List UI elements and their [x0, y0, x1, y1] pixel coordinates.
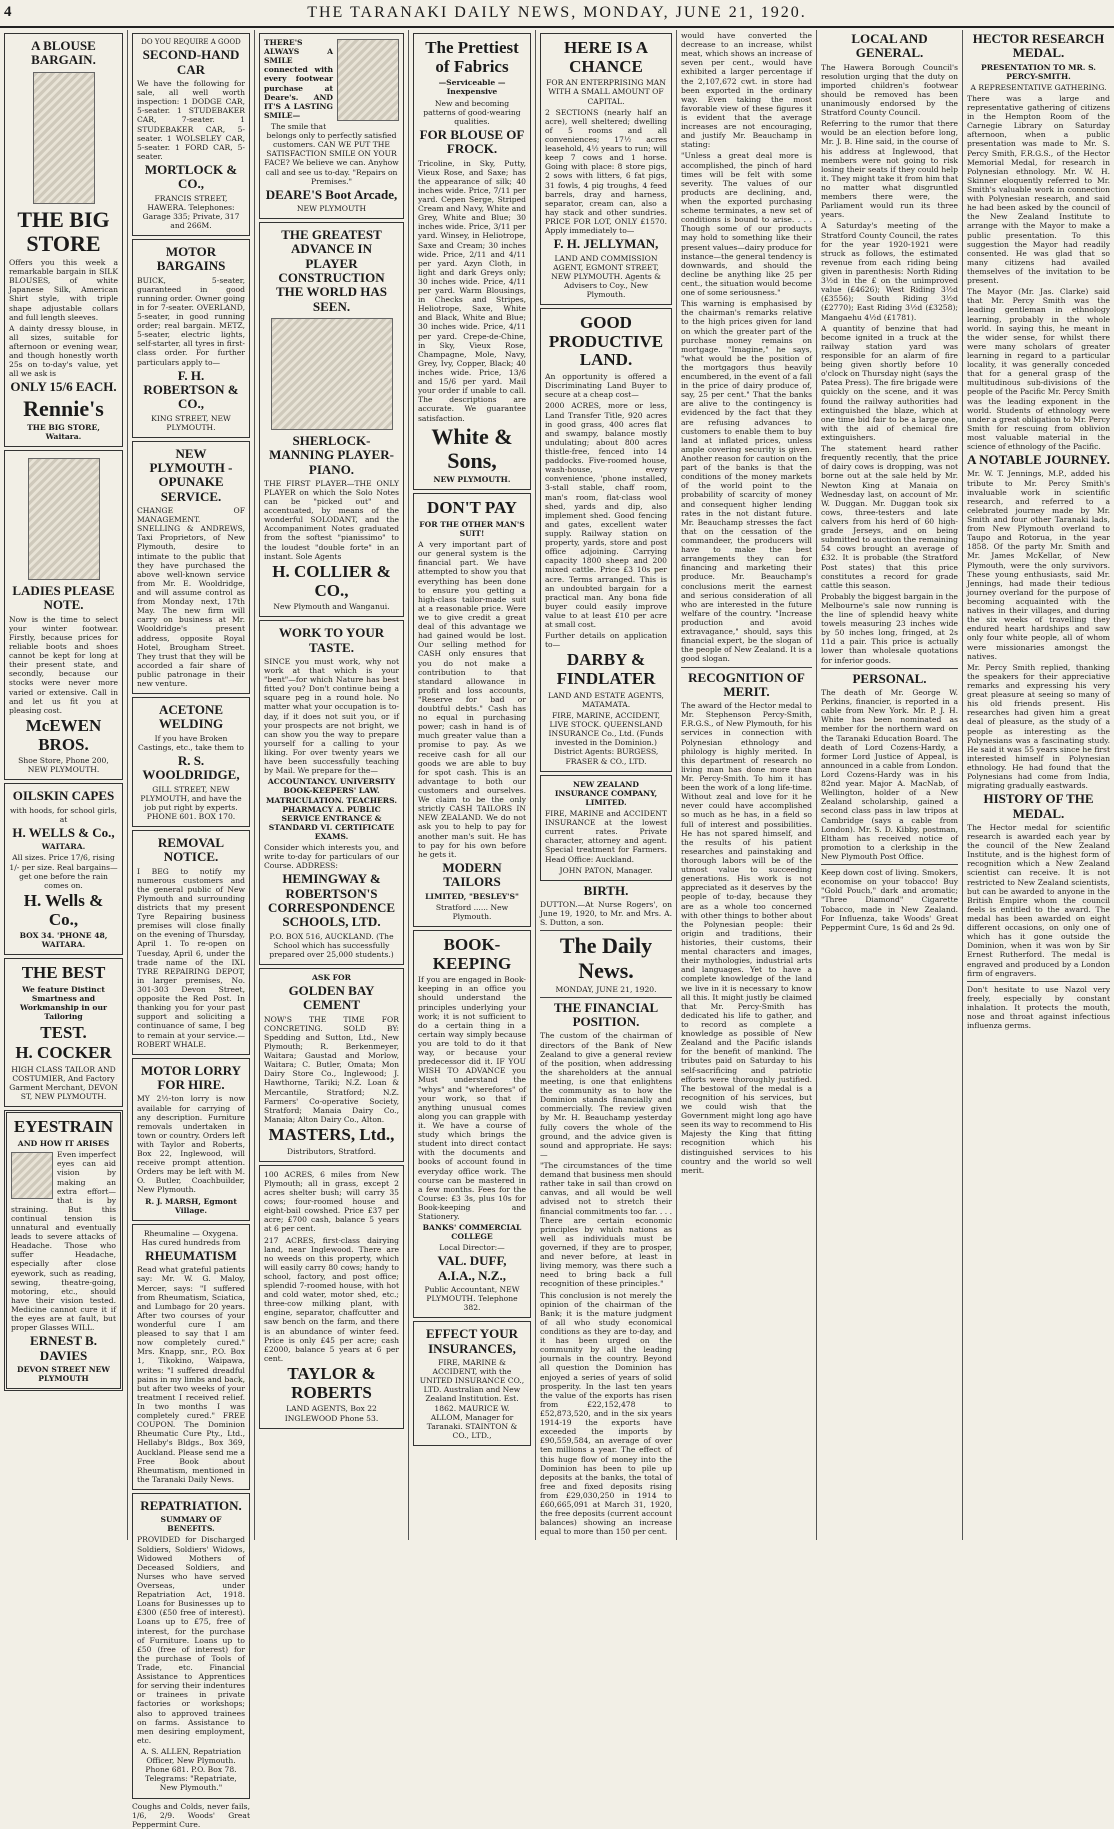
lorry-ad: [132, 1058, 250, 1221]
divider: [681, 667, 812, 668]
personal-heading: PERSONAL.: [852, 670, 927, 686]
collier-ad: [259, 222, 404, 617]
frock-heading: FOR BLOUSE OF FROCK.: [419, 126, 525, 157]
cocker-name: H. COCKER: [15, 1043, 112, 1063]
collier-name: H. COLLIER & CO.,: [272, 561, 391, 600]
chance-heading: HERE IS A CHANCE: [563, 38, 649, 76]
column-6: [677, 30, 817, 1540]
presentation-subheading: PRESENTATION TO MR. S. PERCY-SMITH.: [981, 62, 1096, 81]
woods-cure-text: Coughs and Colds, never fails, 1/6, 2/9. Woods' Great Peppermint Cure.: [132, 1801, 250, 1829]
eyestrain-ad: [4, 1110, 123, 1391]
financial-quote: "Unless a great deal more is accomplished, the pinch of hard times will be felt with some severity. The values of our products are declining, and, when the exported purchasing scheme terminates, a new set of conditions is bound to arise. . . . Though some of our products may hold to something like their present values—dairy produce for instance—the general tendency is downwards, and should the decline be anything like 25 per cent., the situation would become one of some seriousness.": [681, 151, 812, 298]
financial-heading: THE FINANCIAL POSITION.: [553, 999, 659, 1030]
local-text-6: Probably the biggest bargain in the Melbourne's sale now running is the line of splendid heavy white towels measuring 23 inches wide by 50 inches long, fringed, at 2s 11d a pair. This price is actually lower than wholesale quotations for inferior goods.: [821, 591, 958, 665]
bookkeeping-ad: [413, 930, 531, 1319]
collier-sub: New Plymouth and Wanganui.: [273, 602, 390, 612]
blouse-text: Offers you this week a remarkable bargain in SILK BLOUSES, of white Japanese Silk, American Shirt style, with triple shape adjustable collars and full length sleeves.: [9, 257, 118, 322]
taylor-sub: LAND AGENTS, Box 22 INGLEWOOD Phone 53.: [284, 1404, 379, 1423]
motor-heading: MOTOR BARGAINS: [156, 244, 226, 274]
mcewen-name: McEWEN BROS.: [25, 715, 102, 754]
column-5: [536, 30, 677, 1540]
best-heading: THE BEST: [21, 963, 106, 983]
boot-illustration-icon: [28, 458, 100, 580]
darby-name: DARBY & FINDLATER: [556, 650, 656, 689]
gathering-subheading: A REPRESENTATIVE GATHERING.: [970, 82, 1107, 92]
banks-sub: Local Director:—: [439, 1243, 505, 1253]
local-heading: LOCAL AND GENERAL.: [851, 31, 928, 61]
duff-name: VAL. DUFF, A.I.A., N.Z.,: [437, 1253, 507, 1283]
insurance-ad: [413, 1321, 531, 1446]
wells-big: H. Wells & Co.,: [23, 890, 104, 929]
divider: [821, 864, 958, 865]
waitara: WAITARA.: [41, 842, 86, 852]
ladies-heading: LADIES PLEASE NOTE.: [12, 583, 115, 613]
birth-text: DUTTON.—At Nurse Rogers', on June 19, 1920, to Mr. and Mrs. A. S. Dutton, a son.: [540, 900, 672, 928]
wooldridge-sub: GILL STREET, NEW PLYMOUTH, and have the job put right by experts. PHONE 601. BOX 170.: [140, 784, 242, 821]
bookkeeping-heading: BOOK-KEEPING: [432, 934, 512, 973]
dateline: MONDAY, JUNE 21, 1920.: [555, 984, 657, 994]
journey-heading: A NOTABLE JOURNEY.: [967, 452, 1110, 468]
deare-sub: NEW PLYMOUTH: [296, 204, 367, 214]
productive-text-3: Further details on application to—: [545, 631, 667, 650]
ladies-text: Now is the time to select your winter footwear. Firstly, because prices for reliable boots and shoes cannot be kept for long at their present state, and secondly, because our stocks were never more varied or extensive. Call in and let us fit you at pleasing cost.: [9, 614, 118, 715]
secondhand-text: We have the following for sale, all well worth inspection: 1 DODGE CAR, 5-seater. 1 STUDEBAKER CAR, 7-seater. 1 STUDEBAKER CAR, 5-seater. 1 WOLSELEY CAR, 5-seater. 1 FORD CAR, 5-seater.: [137, 78, 245, 161]
history-heading: HISTORY OF THE MEDAL.: [983, 791, 1094, 821]
work-list: ACCOUNTANCY. UNIVERSITY BOOK-KEEPERS' LAW. MATRICULATION. TEACHERS. PHARMACY A. PUBLIC SERVICE ENTRANCE & STANDARD VI. CERTIFICATE EXAMS.: [266, 777, 397, 841]
secondhand-pre: DO YOU REQUIRE A GOOD: [141, 38, 241, 46]
eye-illustration-icon: [11, 1152, 53, 1199]
oilskin-ad: [4, 783, 123, 955]
blouse-heading: A BLOUSE BARGAIN.: [31, 38, 96, 68]
journey-text-2: Mr. Percy Smith replied, thanking the speakers for their appreciative remarks and expressing his very great pleasure at seeing so many of his old friends present. His researches had given him a great deal of pleasure, as the study of a people as interesting as the Polynesians was a fascinating study. He said it was 55 years since he first interested himself in Polynesian ethnology. He had found that the Polynesians had come from India, migrating gradually eastwards.: [967, 662, 1110, 791]
davies-sub: DEVON STREET NEW PLYMOUTH: [17, 1364, 110, 1384]
masters-sub: Distributors, Stratford.: [286, 1146, 376, 1156]
nzinsurance-sign: JOHN PATON, Manager.: [559, 865, 653, 875]
local-text: The Hawera Borough Council's resolution urging that the duty on imported children's footwear should be removed has been unanimously endorsed by the Stratford County Council.: [821, 62, 958, 118]
acetone-text: If you have Broken Castings, etc., take them to: [138, 733, 244, 752]
wells-address: BOX 34. 'PHONE 48, WAITARA.: [19, 931, 108, 950]
banks-name: BANKS' COMMERCIAL COLLEGE: [422, 1223, 522, 1242]
productive-text-2: 2000 ACRES, more or less, Land Transfer Title, 920 acres in good grass, 400 acres flat and swampy, balance mostly undulating; about 800 acres thistle-free, fenced into 14 paddocks. Five-roomed house, wash-house, every convenience, 'phone installed, 3-stall stable, chaff room, man's room, flat-class wool shed, yards and dip, also implement shed. Good fencing and gates, excellent water supply. Railway station on property, yards, store and post office adjoining. Carrying capacity 1800 sheep and 200 mixed cattle. Price £3 10s per acre. Terms arranged. This is an undoubted bargain for a practical man. Any bona fide buyer could easily improve value to at least £10 per acre at small cost.: [545, 401, 667, 630]
removal-heading: REMOVAL NOTICE.: [157, 835, 225, 865]
column-3: [255, 30, 409, 1540]
robertson-sub: KING STREET, NEW PLYMOUTH.: [151, 413, 231, 432]
productive-land-ad: [540, 308, 672, 772]
dontpay-heading: DON'T PAY: [427, 498, 517, 518]
lorry-text: MY 2½-ton lorry is now available for carrying of any description. Furniture removals undertaken in town or country. Orders left with Taylor and Roberts, Box 22, Inglewood, will receive prompt attention. Orders may be left with M. O. Butler, Coachbuilder, New Plymouth.: [137, 1094, 245, 1195]
column-2: [128, 30, 255, 1829]
masters-name: MASTERS, Ltd.,: [268, 1124, 395, 1144]
white-name: White & Sons,: [431, 423, 513, 473]
repat-sub: SUMMARY OF BENEFITS.: [160, 1515, 222, 1534]
frock-text: Tricoline, in Sky, Putty, Vieux Rose, and Saxe; has the appearance of silk; 40 inches wide. Price, 7/11 per yard. Cepen Serge, Striped Cream and Navy, White and Grey, White and Blue; 30 inches wide. Price, 3/11 per yard. Winsey, in Heliotrope, Saxe and Cream; 30 inches wide. Price, 2/11 and 4/11 per yard. Azyn Cloth, in light and dark Greys only; 30 inches wide. Price, 4/11 per yard. Warm Blousings, in Checks and Stripes, Heliotrope, Saxe, White and Black, White and Blue; 30 inches wide. Price, 4/11 per yard. Crepe-de-Chine, in Sky, Vieux Rose, Champagne, Mole, Navy, Grey, Ivy, Copper, Black; 40 inches wide. Price, 13/6 and 15/6 per yard. Mail your order if unable to call. The descriptions are accurate. We guarantee satisfaction.: [418, 158, 526, 423]
merit-text: The award of the Hector medal to Mr. Stephenson Percy-Smith, F.R.G.S., of New Plymouth, for his services in connection with Polynesian ethnology and philology is highly merited. In this department of research no living man has done more than Mr. Percy-Smith. To him it has been the work of a long life-time. Without zeal and love for it he never could have accomplished so much as he has, in a field so full of interest and possibilities. He has not spared himself, and the results of his patient researches and painstaking and thorough labors will be of the utmost value to succeeding generations. His work is not appreciated as it deserves by the people of to-day, because they are as a whole too concerned with other things to bother about the Polynesian people: their origin and traditions, their histories, their customs, their mental characters and images, their mythologies, industrial arts and languages. Yet to have a complete knowledge of the land we live in it is necessary to know all this. It might justly be claimed that Mr. Percy-Smith has dedicated his life to gather, and to record as complete a knowledge as possible of New Zealand and the Pacific islands for the benefit of mankind. The tributes paid on Saturday to his self-sacrificing and patriotic efforts were thoroughly justified. The bestowal of the medal is a recognition of his services, but we could wish that the Government might long ago have seen its way to recommend to His Majesty the King that fitting recognition which his distinguished services to his country and the world so well merit.: [681, 701, 812, 1175]
page-number: 4: [4, 4, 12, 20]
deare-ad: [259, 33, 404, 219]
modern-address: Stratford ...... New Plymouth.: [435, 902, 509, 921]
journey-text: Mr. W. T. Jennings, M.P., added his tribute to Mr. Percy Smith's invaluable work in scientific research, and referred to a celebrated journey made by Mr. Smith and four other Taranaki lads, from New Plymouth overland to Taupo and Rotorua, in the year 1858. Of the party Mr. Smith and Mr. James McKellar, of New Plymouth, were the only survivors. These young enthusiasts, said Mr. Jennings, had made their tedious journey overland for the purpose of becoming acquainted with the natives in their villages, and during the six weeks of travelling they endured heart hardships and saw only four white people, all of whom were missionaries amongst the natives.: [967, 469, 1110, 661]
merit-heading: RECOGNITION OF MERIT.: [688, 669, 805, 699]
dontpay-text: A very important part of our general system is the financial part. We have attempted to show you that everything has been done to ensure you getting a high-class tailor-made suit at a reasonable price. Were we to give credit a great deal of this advantage we had gained would be lost. Our selling method for CASH only ensures that you do not make a contribution to that standard allowance in profit and loss accounts, "Reserve for bad or doubtful debts." Cash has no equal in purchasing power; cash in hand is of much greater value than a promise to pay. As we receive cash for all our goods we are able to buy for spot cash. This is an advantage to both our customers and ourselves. We claim to be the only strictly CASH TAILORS IN NEW ZEALAND. We do not ask you to help to pay for another man's suit. He has to pay for his own before he gets it.: [418, 540, 526, 859]
oilskin-text-2: All sizes. Price 17/6, rising 1/- per size. Real bargains—get one before the rain comes on.: [9, 853, 118, 890]
player-piano-illustration-icon: [271, 318, 393, 430]
wooldridge-name: R. S. WOOLDRIDGE,: [142, 752, 240, 783]
farm-2-text: 217 ACRES, first-class dairying land, near Inglewood. There are no weeds on this property, which will easily carry 80 cows; handy to school, factory, and post office; splendid 7-roomed house, with hot and cold water, motor shed, etc.; three-cow milking plant, with engine, separator, chaffcutter and saw bench on the farm, and there is an abundance of winter feed. Price is only £45 per acre; cash £2000, balance 5 years at 6 per cent.: [264, 1235, 399, 1363]
motor-text: BUICK, 5-seater, guaranteed in good running order. Owner going in for 7-seater. OVERLAND, 5-seater, in good running order; real bargain. METZ, 5-seater, electric lights, self-starter, all tyres in first-class order. For further particulars apply to—: [137, 275, 245, 367]
local-text-5: The statement heard rather frequently recently, that the price of dairy cows is dropping, was not borne out at the sale held by Mr. Newton King at Manaia on Wednesday last, on account of Mr. W. Duggan. Mr. Duggan took six cows, three-testers and late calvers from his herd of 60 high-grade Jerseys, and on being submitted to auction the remaining 54 cows brought an average of £32. It is probable (the Stratford Post states) that this price constitutes a record for grade cattle this season.: [821, 444, 958, 590]
secondhand-car-ad: [132, 33, 250, 236]
column-1: [0, 30, 128, 1540]
eyestrain-text: Even imperfect eyes can aid vision by making an extra effort—that is by straining. But this continual tension is unnatural and eventually leads to severe attacks of Headache. Those who suffer Headache, especially after close eyework, such as reading, sewing, theatre-going, motoring, etc., should have their vision tested. Medicine cannot cure it if the eyes are at fault, but proper Glasses WILL.: [11, 1150, 116, 1333]
removal-ad: [132, 830, 250, 1055]
rennie-heading: Rennie's: [23, 395, 104, 421]
blouse-illustration-icon: [33, 72, 95, 204]
secondhand-heading: SECOND-HAND CAR: [142, 47, 240, 77]
birth-heading: BIRTH.: [583, 882, 629, 898]
duff-sub: Public Accountant, NEW PLYMOUTH. Telephone 382.: [424, 1285, 520, 1313]
nzinsurance-heading: NEW ZEALAND INSURANCE COMPANY, LIMITED.: [554, 779, 658, 807]
mortlock-sub: FRANCIS STREET, HAWERA. Telephones: Garage 335; Private, 317 and 266M.: [142, 193, 240, 230]
work-heading: WORK TO YOUR TASTE.: [278, 625, 385, 655]
removal-text: I BEG to notify my numerous customers and the general public of New Plymouth and surrounding districts that my present Tyre Repairing business premises will close finally on the evening of Thursday, April 1. To re-open on Tuesday, April 6, under the trade name of the IXL TYRE REPAIRING DEPOT, in larger premises, No. 301-303 Devon Street, opposite the Red Post. In thanking you for your past support and soliciting a continuance of same, I beg to remain at your service.—ROBERT WHALE.: [137, 866, 245, 1049]
masthead: [0, 0, 1114, 28]
local-text-4: A quantity of benzine that had become ignited in a truck at the railway station yard was responsible for an alarm of fire being given shortly before 10 o'clock on Thursday night (says the Patea Press). The fire brigade were quickly on the scene, and it was found the railway authorities had extinguished the blaze, which at one time bid fair to be a large one, with the aid of chemical fire extinguishers.: [821, 323, 958, 442]
local-text-2: Referring to the rumor that there would be an election before long, Mr. J. B. Hine said, in the course of his address at Inglewood, that members were not going to risk losing their seats if they could help it. They might take it from him that no matter what disgruntled members there were, the Parliament would run its three years.: [821, 119, 958, 220]
cocker-sub: HIGH CLASS TAILOR AND COSTUMIER, And Factory Garment Merchant, DEVON ST, NEW PLYMOUTH.: [9, 1064, 118, 1102]
big-store-ad: [4, 33, 123, 447]
sherlock-text: THE FIRST PLAYER—THE ONLY PLAYER on which the Solo Notes can be "picked out" and accentuated, by means of the wonderful SOLODANT, and the Accompaniment Notes graduated from the softest "pianissimo" to the loudest "double forte" in an instant. Sole Agents: [264, 478, 399, 561]
nzinsurance-text: FIRE, MARINE and ACCIDENT INSURANCE at the lowest current rates. Private character, attorney and agent. Special treatment for Farmers. Head Office: Auckland.: [545, 809, 667, 864]
financial-continued-2: This warning is emphasised by the chairman's remarks relative to the high prices given for land on which the greater part of the purchase money remains on mortgage. "Imagine," he says, "what would be the position of the mortgagors thus heavily encumbered, in the event of a fall in the price of dairy produce of, say, 25 per cent." That the banks are alive to the contingency is evidenced by the fact that they are refusing advances to customers to enable them to buy land at inflated prices, unless ample covering security is given. Another reason for caution on the part of the banks is that the conditions of the money markets of the world point to the probability of scarcity of money and consequent higher lending rates in the not distant future. Mr. Beauchamp stresses the fact that on the cessation of the commandeer, the producers will have to make the best arrangements they can for financing and marketing their produce. Mr. Beauchamp's conclusions merit the earnest and serious consideration of all who are interested in the future welfare of the country. "Increase production and avoid extravagance," should, says this financial expert, be the slogan of the people of New Zealand. It is a good slogan.: [681, 299, 812, 664]
taylor-roberts-ad: [259, 1165, 404, 1429]
lorry-sign: R. J. MARSH, Egmont Village.: [145, 1196, 237, 1215]
insurance-text: FIRE, MARINE & ACCIDENT, with the UNITED INSURANCE CO., LTD. Australian and New Zealand Institution. Est. 1862. MAURICE W. ALLOM, Manager for Taranaki. STAINTON & CO., LTD.,: [419, 1358, 525, 1440]
hemingway-name: HEMINGWAY & ROBERTSON'S CORRESPONDENCE SCHOOLS, LTD.: [267, 871, 396, 930]
smile-text-2: The smile that belongs only to perfectly satisfied customers. CAN WE PUT THE SATISFACTION SMILE ON YOUR FACE? We believe we can. Anyhow call and see us to-day. "Repairs on Premises.": [264, 121, 399, 186]
opunake-heading: NEW PLYMOUTH - OPUNAKE SERVICE.: [149, 445, 233, 504]
rheumatism-heading: RHEUMATISM: [145, 1248, 237, 1264]
local-text-3: A Saturday's meeting of the Stratford County Council, the rates for the year 1920-1921 were struck as follows, the estimated revenue from each riding being given in parenthesis: North Riding 3½d in the £ on the unimproved value (£4626); West Riding 3½d (£3556); South Riding 3½d (£2770); East Riding 3½d (£3258); Mangaehu 4½d (£1781).: [821, 221, 958, 322]
divider: [540, 930, 672, 931]
smiling-man-illustration-icon: [337, 39, 399, 121]
rheumatism-pre: Rheumaline — Oxygena. Has cured hundreds from: [141, 1228, 241, 1247]
motor-bargains-ad: [132, 239, 250, 438]
best-test: TEST.: [40, 1022, 87, 1042]
productive-text: An opportunity is offered a Discriminating Land Buyer to secure at a cheap cost—: [545, 372, 667, 400]
rheumatism-text: Read what grateful patients say: Mr. W. G. Maloy, Mercer, says: "I suffered from Rheumatism, Sciatica, and Lumbago for 20 years. After two courses of your wonderful cure I am pleased to say that I am now completely cured." Mrs. Knapp, snr., P.O. Box 1, Tikokino, Waipawa, writes: "I suffered dreadful pains in my limbs and back, but after two weeks of your treatment I received relief. In two months I was completely cured." FREE COUPON. The Dominion Rheumatic Cure Pty., Ltd., Hellaby's Bldgs., Box 369, Auckland. Please send me a Free Book about Rheumatism, mentioned in the Taranaki Daily News.: [137, 1265, 245, 1484]
blouse-text-2: A dainty dressy blouse, in all sizes, suitable for afternoon or evening wear, and though honestly worth 25s on to-day's value, yet all we ask is: [9, 323, 118, 379]
repat-heading: REPATRIATION.: [140, 1497, 242, 1513]
bookkeeping-text: If you are engaged in Book-keeping in an office you should understand the principles underlying your work; it is not sufficient to do a certain thing in a certain way simply because you are told to do it that way, or because your predecessor did it. IF YOU WISH TO ADVANCE you Must understand the "whys" and "wherefores" of your work, so that if anything unusual comes along you can grapple with it. We have a course of study which brings the student into direct contact with the documents and books of account found in everyday office work. The course can be mastered in a few months. Fees for the Course: £3 3s, plus 10s for Book-keeping and Stationery.: [418, 975, 526, 1222]
daily-news-nameplate: The Daily News.: [559, 933, 653, 983]
darby-sub: LAND AND ESTATE AGENTS, MATAMATA.: [548, 690, 664, 709]
nz-insurance-ad: [540, 775, 672, 881]
modern-sub: LIMITED, "BESLEY'S": [425, 891, 519, 901]
mcewen-sub: Shoe Store, Phone 200, NEW PLYMOUTH.: [18, 756, 109, 775]
prettiest-heading: The Prettiest of Fabrics: [425, 38, 519, 76]
tobacco-text: Keep down cost of living. Smokers, economise on your tobacco! Buy "Gold Pouch," dark and aromatic; "Three Diamond" Cigarette Tobacco, made in New Zealand. For Influenza, take Woods' Great Peppermint Cure, 1s 6d and 2s 9d.: [821, 868, 958, 932]
financial-continued: would have converted the decrease to an increase, whilst meat, which shows an increase of seven per cent., would have exhibited a larger percentage if the 2,107,672 cwt. in store had been exported in the ordinary way. Even taking the most favorable view of these figures it is evident that the average increases are not encouraging, and justify Mr. Beauchamp in stating:: [681, 31, 812, 150]
sherlock-heading: SHERLOCK-MANNING PLAYER-PIANO.: [269, 432, 394, 477]
influenza-text: Don't hesitate to use Nazol very freely, especially by constant inhalation. It protects the mouth, nose and throat against infectious influenza germs.: [967, 984, 1110, 1031]
davies-name: ERNEST B. DAVIES: [30, 1333, 97, 1363]
blouse-price: ONLY 15/6 EACH.: [10, 379, 117, 395]
masthead-title: THE TARANAKI DAILY NEWS, MONDAY, JUNE 21, 1920.: [307, 4, 807, 21]
jellyman-sub: LAND AND COMMISSION AGENT, EGMONT STREET, NEW PLYMOUTH. Agents & Advisers to Coy., New Plymouth.: [551, 253, 661, 299]
robertson-name: F. H. ROBERTSON & CO.,: [143, 367, 239, 412]
oilskin-heading: OILSKIN CAPES: [12, 788, 115, 804]
opunake-text: CHANGE OF MANAGEMENT. SNELLING & ANDREWS, Taxi Proprietors, of New Plymouth, desire to intimate to the public that they have purchased the above well-known service from Mr. E. Wooldridge, and will assume control as from Monday next, 17th May. The new firm will carry on business at Mr. Wooldridge's present address, opposite Royal Hotel, Brougham Street. They trust that they will be accorded a fair share of public patronage in their new venture.: [137, 505, 245, 689]
financial-text: The custom of the chairman of directors of the Bank of New Zealand to give a general review of the position, when addressing the shareholders at the annual meeting, is one that enlightens the community as to how the Dominion stands financially and commercially. The review given by Mr. H. Beauchamp yesterday fully covers the whole of the ground, and the advice given is sound and appropriate. He says:—: [540, 1031, 672, 1159]
lorry-heading: MOTOR LORRY FOR HIRE.: [140, 1062, 242, 1093]
insurance-heading: EFFECT YOUR INSURANCES,: [425, 1326, 519, 1356]
personal-text: The death of Mr. George W. Perkins, financier, is reported in a cable from New York. Mr. P. J. H. White has been nominated as member for the northern ward on the Taranaki Education Board. The death of Lord Cozens-Hardy, a former Lord Justice of Appeal, is announced in a cable from London. Lord Cozens-Hardy was in his 82nd year. Major A. MacNab, of Wellington, holder of a New Zealand scholarship, gained a second class pass in law tripos at Cambridge (says a cable from London). Mr. S. D. Kibby, postman, Eltham has received notice of promotion to a clerkship in the New Plymouth Post Office.: [821, 688, 958, 861]
rennie-sub: THE BIG STORE, Waitara.: [27, 422, 100, 441]
hemingway-sub: P.O. BOX 516, AUCKLAND. (The School which has successfully prepared over 25,000 students.): [269, 931, 394, 959]
cement-heading: GOLDEN BAY CEMENT: [288, 983, 375, 1013]
white-sub: NEW PLYMOUTH.: [433, 475, 511, 485]
taylor-name: TAYLOR & ROBERTS: [287, 1364, 376, 1402]
smile-text: THERE'S ALWAYS A SMILE connected with every footwear purchase at Deare's. AND IT'S A LASTING SMILE—: [264, 38, 333, 120]
column-8: [963, 30, 1114, 1540]
mcewen-ad: [4, 450, 123, 780]
divider: [540, 997, 672, 998]
mortlock-name: MORTLOCK & CO.,: [144, 161, 238, 192]
hector-heading: HECTOR RESEARCH MEDAL.: [972, 31, 1105, 61]
oilskin-text: with hoods, for school girls, at: [9, 805, 118, 824]
opunake-ad: [132, 441, 250, 694]
prettiest-sub: —Serviceable —Inexpensive: [438, 78, 506, 97]
big-store-heading: THE BIG STORE: [17, 206, 110, 256]
hector-text: There was a large and representative gathering of citizens in the Hempton Room of the Carnegie Library on Saturday afternoon, when a public presentation was made to Mr. S. Percy Smith, F.R.G.S., of the Hector Memorial Medal, for research in Polynesian ethnology. Mr. W. H. Skinner eloquently referred to Mr. Smith's valuable work in connection with Polynesian research, and said he had been asked by the council of the New Zealand Institute to arrange with the Mayor to make a public presentation. To this suggestion the Mayor had readily consented. He was glad that so many citizens had availed themselves of the invitation to be present.: [967, 93, 1110, 286]
cocker-ad: [4, 958, 123, 1107]
repatriation-ad: [132, 1493, 250, 1799]
modern-name: MODERN TAILORS: [442, 859, 502, 890]
work-taste-ad: [259, 620, 404, 965]
history-text: The Hector medal for scientific research is awarded each year by the council of the New Zealand Institute, and is the highest form of recognition which a New Zealand scientist can receive. It is not restricted to New Zealand scientists, but can be awarded to anyone in the British Empire whom the council feels is entitled to the award. The medal has been awarded on eight different occasions, on only one of which has it gone outside the Dominion, when it was won by Sir Ernest Rutherford. The medal is engraved and produced by a London firm of engravers.: [967, 822, 1110, 978]
eyestrain-heading: EYESTRAIN: [13, 1117, 114, 1137]
prettiest-text: New and becoming patterns of good-wearing qualities.: [423, 98, 521, 126]
repat-text: PROVIDED for Discharged Soldiers, Soldiers' Widows, Widowed Mothers of Deceased Soldiers, and Nurses who have served Overseas, under Repatriation Act, 1918. Loans for Businesses up to £300 (£50 free of interest). Loans up to £75, free of interest, for the purchase of Furniture. Loans up to £50 (free of interest) for the purchase of Tools of Trade, etc. Financial Assistance to Apprentices for serving their indentures or trainees in private factories or workshops; also to approved trainees on farms. Assistance to men desiring employment, etc.: [137, 1535, 245, 1745]
repat-sign: A. S. ALLEN, Repatriation Officer, New Plymouth. Phone 681. P.O. Box 78. Telegrams: "Repatriate, New Plymouth.": [140, 1746, 242, 1793]
chance-sub: FOR AN ENTERPRISING MAN WITH A SMALL AMOUNT OF CAPITAL.: [546, 78, 666, 106]
modern-tailors-ad: [413, 493, 531, 927]
rheumatism-ad: [132, 1224, 250, 1490]
acetone-ad: [132, 697, 250, 827]
divider: [821, 668, 958, 669]
jellyman-name: F. H. JELLYMAN,: [553, 236, 659, 252]
cement-pre: ASK FOR: [312, 972, 351, 982]
chance-text: 2 SECTIONS (nearly half an acre), well sheltered; dwelling of 5 rooms and all conveniences; 17½ acres leasehold, 4½ years to run; will keep 7 cows and 1 horse. Going with place: 8 store pigs, 2 sows with litters, 6 fat pigs, 31 fowls, 4 pig troughs, 4 feed barrels, dray and harness, separator, cream can, also a hay stack and other sundries. PRICE FOR LOT, ONLY £1570. Apply immediately to—: [545, 107, 667, 236]
eyestrain-sub: AND HOW IT ARISES: [17, 1139, 110, 1149]
financial-text-2: "The circumstances of the time demand that business men should rather take in sail than crowd on canvas, and all would be well advised not to stretch their financial commitments too far. . . . There are certain economic principles by which nations as well as individuals must be governed, if they are to prosper, and never before, at least in living memory, was there such a need to bring back a full recognition of these principles.": [540, 1161, 672, 1289]
financial-text-3: This conclusion is not merely the opinion of the chairman of the Bank; it is the mature judgment of all who study economical conditions as they are to-day, and it has been urged on the community by all the leading journals in the country. Beyond all question the Dominion has enjoyed a series of years of solid prosperity. In the last ten years the value of the exports has risen from £22,152,478 to £52,873,520, and in the six years 1914-19 the exports have exceeded the imports by £90,559,584, an average of over ten millions a year. The effect of this huge flow of money into the Dominion has been to pile up deposits at the banks, the total of free and fixed deposits rising from £29,030,250 in 1914 to £60,665,091 at March 31, 1920, the free deposits (current account balances) showing an increase equal to more than 150 per cent.: [540, 1290, 672, 1537]
hector-text-2: The Mayor (Mr. Jas. Clarke) said that Mr. Percy Smith was the leading gentleman in ethnology learning, probably in the whole world. In saying this, he meant in the wider sense, for whilst there were many scholars of greater learning in regard to a particular locality, it was generally conceded that for a general grasp of the multitudinous sub-divisions of the people of the Pacific Mr. Percy Smith was the leading exponent in the world. Students of ethnology were under a great obligation to Mr. Percy Smith for rescuing from oblivion most valuable material in the science of ethnology of the Pacific.: [967, 287, 1111, 452]
cement-text: NOW'S THE TIME FOR CONCRETING. SOLD BY: Spedding and Sutton, Ltd., New Plymouth; R. Berkenmeyer, Waitara; Gaustad and Morlow, Waitara; C. Butler, Omata; Mon Dairy Store Co., Inglewood; J. Hawthorne, Tariki; N.Z. Loan & Mercantile, Stratford; N.Z. Farmers' Co-operative Society, Stratford; Manaia Dairy Co., Manaia; Alton Dairy Co., Alton.: [264, 1014, 399, 1124]
farm-1-text: 100 ACRES, 6 miles from New Plymouth; all in grass, except 2 acres shelter bush; will carry 35 cows; four-roomed house and eight-bail cowshed. Price £37 per acre; £700 cash, balance 5 years at 6 per cent.: [264, 1169, 399, 1234]
player-heading: THE GREATEST ADVANCE IN PLAYER CONSTRUCTION THE WORLD HAS SEEN.: [275, 227, 387, 314]
cement-ad: [259, 968, 404, 1162]
work-text-2: Consider which interests you, and write to-day for particulars of our Course. ADDRESS:: [264, 843, 399, 871]
dontpay-sub: FOR THE OTHER MAN'S SUIT!: [419, 519, 525, 538]
darby-text: FIRE, MARINE, ACCIDENT, LIVE STOCK. QUEENSLAND INSURANCE Co., Ltd. (Funds invested in the Dominion.) District Agents: BURGESS, FRASER & CO., LTD.: [548, 711, 664, 766]
wells-small: H. WELLS & Co.,: [12, 825, 115, 840]
white-sons-ad: [413, 33, 531, 490]
divider: [967, 981, 1110, 982]
column-7: [817, 30, 963, 1540]
jellyman-ad: [540, 33, 672, 305]
acetone-heading: ACETONE WELDING: [158, 702, 224, 732]
best-text: We feature Distinct Smartness and Workmanship in our Tailoring: [20, 985, 107, 1022]
deare-name: DEARE'S Boot Arcade,: [265, 186, 398, 202]
column-4: [409, 30, 536, 1540]
work-text: SINCE you must work, why not work at that which is your "bent"—for which Nature has best fitted you? Don't continue being a square peg in a round hole. No matter what your occupation is to-day, if it does not suit you, or if your prospects are not bright, we can show you the way to prepare yourself for a calling to your liking. For over twenty years we have been successfully teaching by Mail. We prepare for the—: [264, 656, 399, 776]
productive-heading: GOOD PRODUCTIVE LAND.: [548, 313, 664, 370]
